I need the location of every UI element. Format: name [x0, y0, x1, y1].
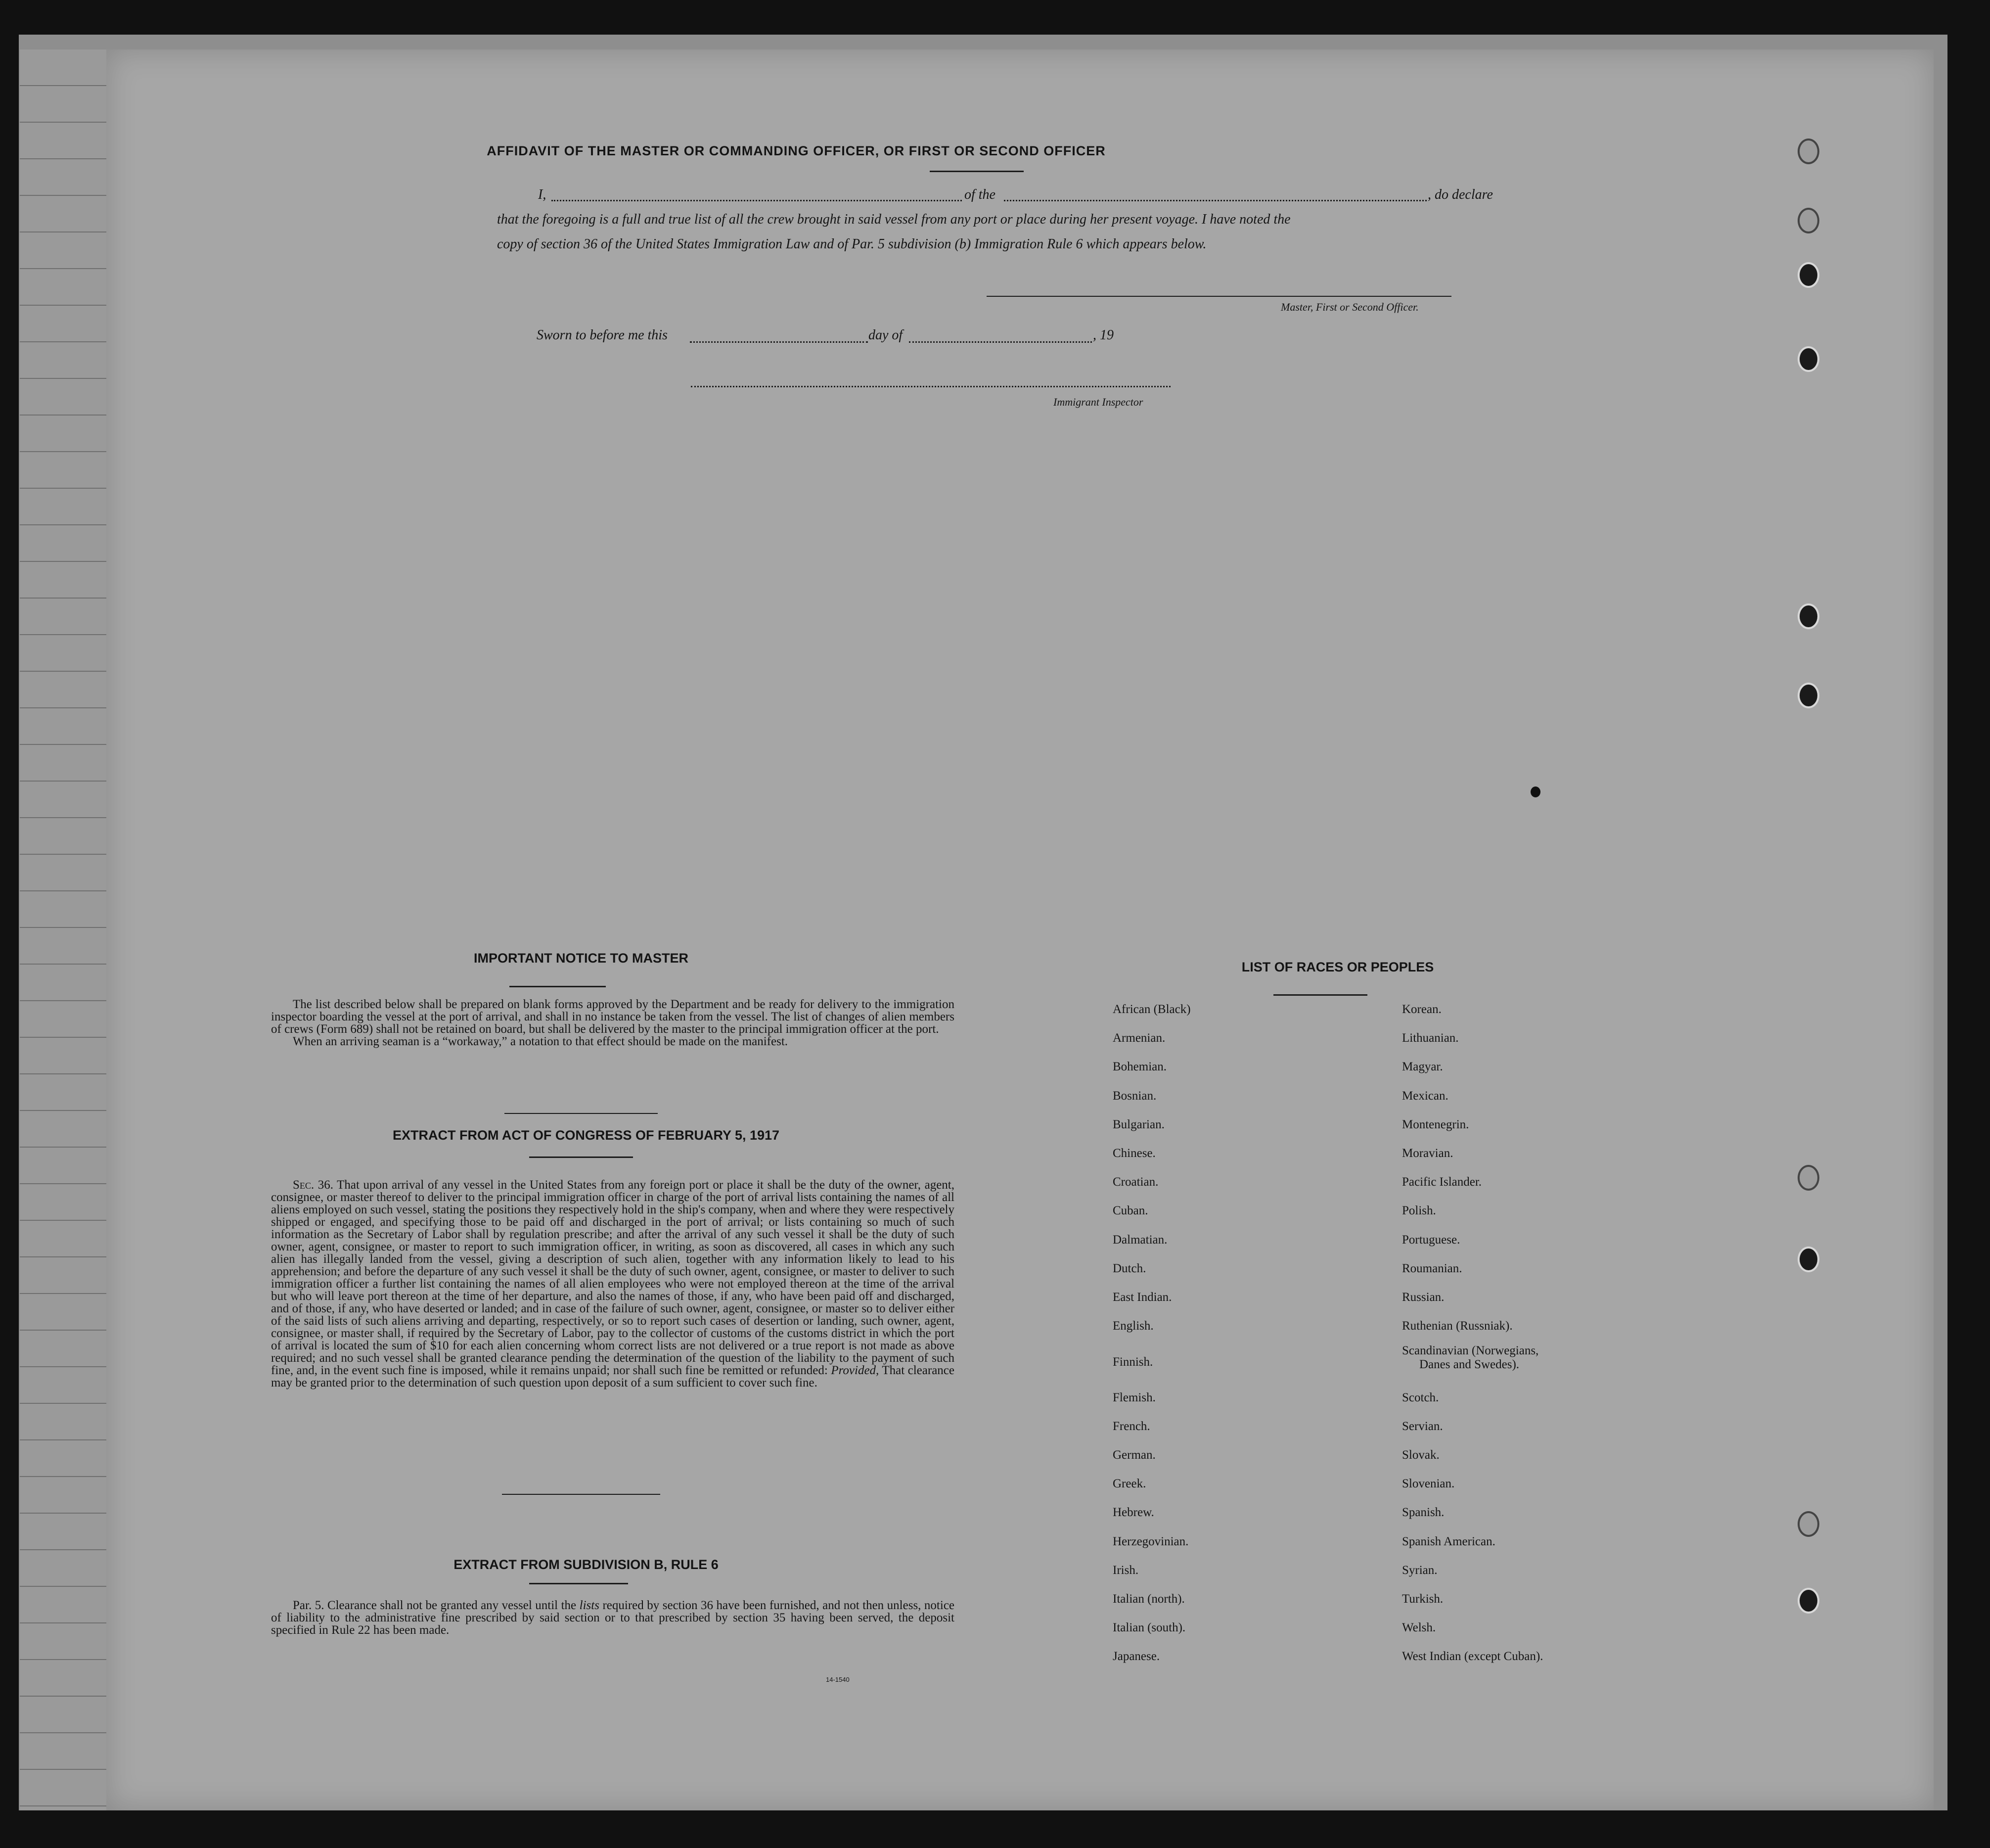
rule-extract-heading: EXTRACT FROM SUBDIVISION B, RULE 6	[453, 1557, 719, 1572]
name-blank-line	[551, 200, 962, 201]
race-list-item: Japanese.	[1113, 1650, 1160, 1663]
stacked-page-edges	[20, 49, 114, 1810]
affidavit-declare-label: , do declare	[1428, 187, 1493, 202]
form-number: 14-1540	[826, 1676, 850, 1683]
race-list-item: Korean.	[1402, 1003, 1442, 1016]
act-extract-text	[271, 1179, 954, 1389]
race-list-item: Portuguese.	[1402, 1233, 1460, 1247]
provided-label: Provided,	[831, 1364, 879, 1377]
race-list-item: West Indian (except Cuban).	[1402, 1650, 1543, 1663]
binder-hole-icon	[1798, 262, 1819, 288]
form-page	[106, 49, 1934, 1810]
rule-extract-text	[271, 1599, 954, 1636]
race-list-item: Bosnian.	[1113, 1089, 1157, 1103]
race-list-item: Spanish.	[1402, 1506, 1445, 1520]
race-list-item: Greek.	[1113, 1477, 1146, 1491]
race-list-item: Hebrew.	[1113, 1506, 1154, 1520]
race-list-item: Italian (north).	[1113, 1592, 1185, 1606]
race-list-item: Dalmatian.	[1113, 1233, 1168, 1247]
affidavit-line-3: copy of section 36 of the United States Immigration Law and of Par. 5 subdivision (b) Immigration Rule 6 which appears below.	[497, 236, 1207, 252]
notice-paragraph-2: When an arriving seaman is a “workaway,” a notation to that effect should be made on the manifest.	[293, 1035, 788, 1048]
race-list-item: Dutch.	[1113, 1261, 1146, 1275]
act-extract-rule	[529, 1156, 633, 1158]
race-list-item: Scandinavian (Norwegians,	[1402, 1344, 1539, 1358]
race-list-item: Lithuanian.	[1402, 1031, 1459, 1045]
notice-paragraph-1: The list described below shall be prepared on blank forms approved by the Department and be ready for delivery to the immigration inspector boarding the vessel at the port of arrival, and shall in no instance be taken from the vessel. The list of changes of alien members of crews (Form 689) shall not be retained on board, but shall be delivered by the master to the principal immigration officer at the port.	[271, 998, 954, 1036]
race-list-item: Flemish.	[1113, 1390, 1156, 1404]
sworn-label: Sworn to before me this	[537, 327, 668, 343]
binder-hole-icon	[1798, 1165, 1819, 1191]
binder-hole-icon	[1798, 1588, 1819, 1614]
affidavit-line-2: that the foregoing is a full and true list of all the crew brought in said vessel from any port or place during her present voyage. I have noted the	[497, 212, 1291, 227]
sworn-day-blank	[690, 341, 868, 343]
race-list-item: Herzegovinian.	[1113, 1534, 1189, 1548]
race-list-item: Finnish.	[1113, 1355, 1153, 1369]
race-list-item: African (Black)	[1113, 1003, 1191, 1016]
race-list-item: Cuban.	[1113, 1204, 1148, 1218]
race-list-item: Russian.	[1402, 1291, 1445, 1304]
vessel-blank-line	[1004, 200, 1427, 201]
binder-hole-icon	[1798, 603, 1819, 629]
inspector-caption: Immigrant Inspector	[1053, 396, 1143, 408]
race-list-item: Croatian.	[1113, 1175, 1159, 1189]
inspector-signature-line	[691, 386, 1171, 387]
binder-hole-icon	[1798, 1511, 1819, 1537]
race-list-item: Bulgarian.	[1113, 1117, 1165, 1131]
races-rule	[1273, 994, 1367, 996]
race-list-item: Syrian.	[1402, 1563, 1438, 1577]
binder-hole-icon	[1798, 1247, 1819, 1272]
race-list-item: East Indian.	[1113, 1291, 1172, 1304]
affidavit-i-label: I,	[538, 187, 546, 202]
race-list-item: Montenegrin.	[1402, 1117, 1469, 1131]
race-list-item: Armenian.	[1113, 1031, 1166, 1045]
title-rule	[930, 171, 1024, 172]
binder-hole-icon	[1798, 683, 1819, 708]
race-list-item: French.	[1113, 1419, 1150, 1433]
race-list-item: English.	[1113, 1319, 1154, 1333]
lists-label: lists	[579, 1599, 599, 1612]
race-list-item: Slovak.	[1402, 1448, 1440, 1462]
race-list-item: Turkish.	[1402, 1592, 1444, 1606]
signature-line	[987, 296, 1451, 297]
race-list-item: Scotch.	[1402, 1390, 1439, 1404]
binder-hole-icon	[1798, 139, 1819, 164]
race-list-item: Bohemian.	[1113, 1060, 1167, 1074]
notice-text	[271, 998, 954, 1048]
rule-extract-rule	[529, 1583, 628, 1584]
race-list-item: Polish.	[1402, 1204, 1436, 1218]
affidavit-title: AFFIDAVIT OF THE MASTER OR COMMANDING OFFICER, OR FIRST OR SECOND OFFICER	[487, 143, 1106, 158]
race-list-item: Slovenian.	[1402, 1477, 1455, 1491]
sworn-year-label: , 19	[1093, 327, 1114, 343]
section-36-text-end: That clearance may be granted prior to the determination of such question upon deposit of a sum sufficient to cover such fine.	[271, 1364, 954, 1389]
races-heading: LIST OF RACES OR PEOPLES	[1241, 960, 1434, 974]
affidavit-of-the-label: of the	[964, 187, 995, 202]
notice-end-rule	[504, 1113, 658, 1114]
race-list-item: Spanish American.	[1402, 1534, 1495, 1548]
notice-heading: IMPORTANT NOTICE TO MASTER	[474, 951, 688, 966]
race-list-item: Irish.	[1113, 1563, 1139, 1577]
race-list-item: Magyar.	[1402, 1060, 1443, 1074]
race-list-item: Italian (south).	[1113, 1621, 1186, 1635]
act-extract-heading: EXTRACT FROM ACT OF CONGRESS OF FEBRUARY 5, 1917	[392, 1128, 780, 1143]
race-list-item: Pacific Islander.	[1402, 1175, 1482, 1189]
notice-rule	[509, 986, 606, 987]
race-list-item: Servian.	[1402, 1419, 1443, 1433]
race-list-item: Roumanian.	[1402, 1261, 1462, 1275]
race-list-item: Mexican.	[1402, 1089, 1448, 1103]
section-36-text: That upon arrival of any vessel in the United States from any foreign port or place it shall be the duty of the owner, agent, consignee, or master thereof to deliver to the principal immigration officer in charge of the port of arrival lists containing the names of all aliens employed on such vessel, stating the positions they respectively hold in the ship's company, when and where they were respectively shipped or engaged, and specifying those to be paid off and discharged in the port of arrival; or lists containing so much of such information as the Secretary of Labor shall by regulation prescribe; and after the arrival of any such vessel it shall be the duty of such owner, agent, consignee, or master to report to such immigration officer, in writing, as soon as discovered, all cases in which any such alien has illegally landed from the vessel, giving a description of such alien, together with any information likely to lead to his apprehension; and before the departure of any such vessel it shall be the duty of such owner, agent, consignee, or master to deliver to such immigration officer a further list containing the names of all alien employees who were not employed thereon at the time of the arrival but who will leave port thereon at the time of her departure, and also the names of those, if any, who have been paid off and discharged, and of those, if any, who have deserted or landed; and in case of the failure of such owner, agent, consignee, or master so to deliver either of the said lists of such aliens arriving and departing, respectively, or so to report such cases of desertion or landing, such owner, agent, consignee, or master shall, if required by the Secretary of Labor, pay to the collector of customs of the customs district in which the port of arrival is located the sum of $10 for each alien concerning whom correct lists are not delivered or a true report is not made as above required; and no such vessel shall be granted clearance pending the determination of the question of the liability to the payment of such fine, and, in the event such fine is imposed, while it remains unpaid; nor shall such fine be remitted or refunded:	[271, 1178, 954, 1377]
signature-caption: Master, First or Second Officer.	[1281, 301, 1419, 313]
sworn-month-blank	[909, 341, 1092, 343]
ink-spot	[1531, 786, 1540, 797]
race-list-item: Moravian.	[1402, 1147, 1453, 1160]
rule-text-start: Par. 5. Clearance shall not be granted any vessel until the	[293, 1599, 577, 1612]
binder-hole-icon	[1798, 346, 1819, 372]
race-list-item: Danes and Swedes).	[1419, 1358, 1520, 1372]
binder-hole-icon	[1798, 208, 1819, 233]
race-list-item: Chinese.	[1113, 1147, 1156, 1160]
rule-text-end: required by section 36 have been furnished, and not then unless, notice of liability to the administrative fine prescribed by said section or to that prescribed by section 35 having been served, the deposit specified in Rule 22 has been made.	[271, 1599, 955, 1637]
race-list-item: Welsh.	[1402, 1621, 1436, 1635]
race-list-item: German.	[1113, 1448, 1156, 1462]
race-list-item: Ruthenian (Russniak).	[1402, 1319, 1513, 1333]
sworn-day-of-label: day of	[868, 327, 903, 343]
section-label: Sec. 36.	[293, 1178, 333, 1192]
act-extract-end-rule	[502, 1494, 660, 1495]
